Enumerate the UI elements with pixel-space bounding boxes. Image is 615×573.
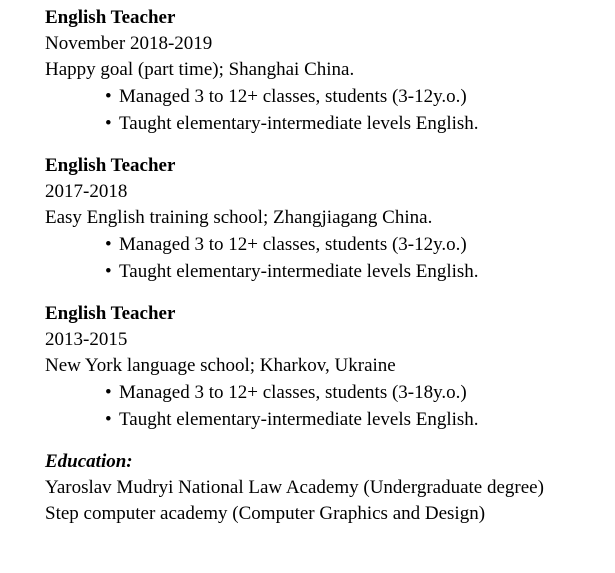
job-title: English Teacher xyxy=(45,303,176,324)
job-bullets xyxy=(45,83,605,137)
job-bullet-text: Taught elementary-intermediate levels English. xyxy=(119,261,479,282)
education-section xyxy=(45,449,605,527)
job-entry xyxy=(45,301,605,433)
job-place: New York language school; Kharkov, Ukraine xyxy=(45,355,396,376)
bullet-icon: • xyxy=(105,382,112,403)
job-entry xyxy=(45,153,605,285)
bullet-icon: • xyxy=(105,113,112,134)
resume-document xyxy=(45,5,605,527)
job-bullet-text: Taught elementary-intermediate levels English. xyxy=(119,409,479,430)
job-bullet xyxy=(45,406,605,433)
job-bullet-text: Managed 3 to 12+ classes, students (3-12y.o.) xyxy=(119,234,467,255)
education-item: Step computer academy (Computer Graphics and Design) xyxy=(45,503,486,524)
bullet-icon: • xyxy=(105,261,112,282)
job-place: Happy goal (part time); Shanghai China. xyxy=(45,59,355,80)
job-bullet-text: Managed 3 to 12+ classes, students (3-18y.o.) xyxy=(119,382,467,403)
job-bullet xyxy=(45,231,605,258)
job-period: November 2018-2019 xyxy=(45,33,213,54)
job-entry xyxy=(45,5,605,137)
bullet-icon: • xyxy=(105,86,112,107)
education-heading: Education: xyxy=(45,451,133,472)
job-period: 2017-2018 xyxy=(45,181,128,202)
education-item: Yaroslav Mudryi National Law Academy (Undergraduate degree) xyxy=(45,477,544,498)
job-bullet xyxy=(45,83,605,110)
job-bullet xyxy=(45,258,605,285)
job-title: English Teacher xyxy=(45,155,176,176)
bullet-icon: • xyxy=(105,234,112,255)
job-bullet-text: Taught elementary-intermediate levels English. xyxy=(119,113,479,134)
job-bullets xyxy=(45,231,605,285)
job-place: Easy English training school; Zhangjiagang China. xyxy=(45,207,433,228)
job-bullet-text: Managed 3 to 12+ classes, students (3-12y.o.) xyxy=(119,86,467,107)
job-bullets xyxy=(45,379,605,433)
job-bullet xyxy=(45,379,605,406)
job-period: 2013-2015 xyxy=(45,329,128,350)
job-title: English Teacher xyxy=(45,7,176,28)
job-bullet xyxy=(45,110,605,137)
bullet-icon: • xyxy=(105,409,112,430)
